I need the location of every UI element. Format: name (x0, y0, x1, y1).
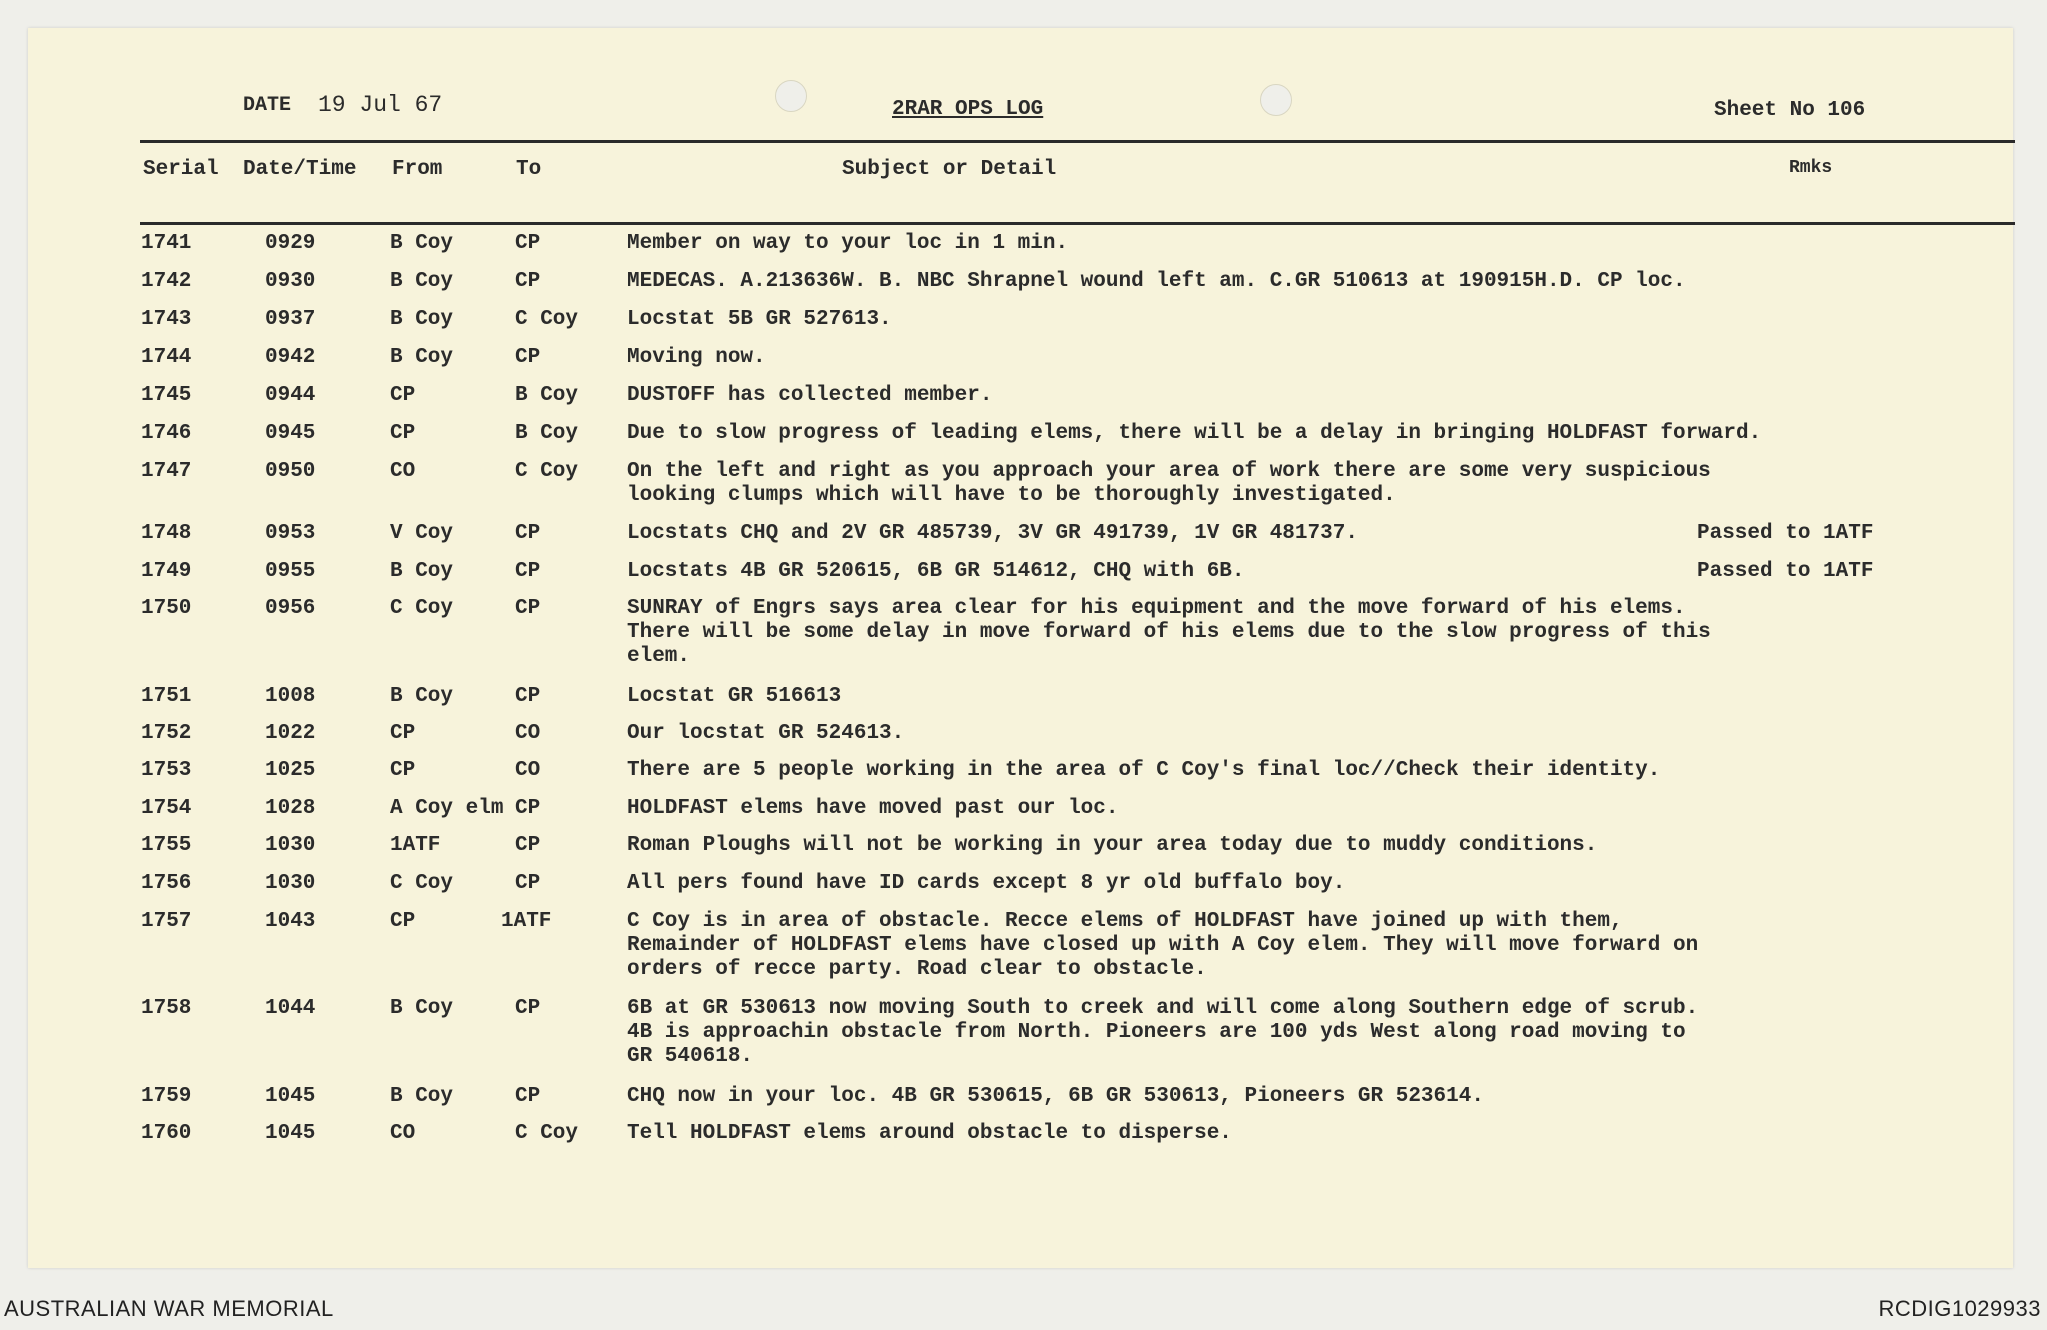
time-cell: 1025 (265, 759, 316, 782)
subject-cell: Locstats 4B GR 520615, 6B GR 514612, CHQ with 6B. (627, 560, 1245, 583)
sheet-number: Sheet No 106 (1714, 99, 1866, 122)
from-cell: 1ATF (390, 834, 441, 857)
serial-cell: 1747 (141, 460, 192, 483)
subject-cell: CHQ now in your loc. 4B GR 530615, 6B GR 530613, Pioneers GR 523614. (627, 1085, 1484, 1108)
to-cell: CP (515, 522, 541, 545)
subject-cell: Due to slow progress of leading elems, there will be a delay in bringing HOLDFAST forward. (627, 422, 1762, 445)
col-from: From (392, 158, 443, 181)
from-cell: CO (390, 1122, 416, 1145)
to-cell: B Coy (515, 422, 579, 445)
subject-cell: Roman Ploughs will not be working in your area today due to muddy conditions. (627, 834, 1598, 857)
serial-cell: 1742 (141, 270, 192, 293)
serial-cell: 1759 (141, 1085, 192, 1108)
serial-cell: 1756 (141, 872, 192, 895)
subject-cell: All pers found have ID cards except 8 yr old buffalo boy. (627, 872, 1346, 895)
time-cell: 1028 (265, 797, 316, 820)
subject-cell: On the left and right as you approach your area of work there are some very suspicious looking clumps which will have to be thoroughly investigated. (627, 460, 1711, 507)
from-cell: CP (390, 910, 416, 933)
to-cell: CP (515, 1085, 541, 1108)
to-cell: CP (515, 872, 541, 895)
serial-cell: 1741 (141, 232, 192, 255)
to-cell: CP (515, 560, 541, 583)
to-cell: CP (515, 597, 541, 620)
from-cell: V Coy (390, 522, 454, 545)
to-cell: CP (515, 232, 541, 255)
serial-cell: 1751 (141, 685, 192, 708)
subject-cell: HOLDFAST elems have moved past our loc. (627, 797, 1119, 820)
subject-cell: Locstats CHQ and 2V GR 485739, 3V GR 491739, 1V GR 481737. (627, 522, 1358, 545)
serial-cell: 1752 (141, 722, 192, 745)
punch-hole-right (1260, 84, 1292, 116)
from-cell: C Coy (390, 872, 454, 895)
time-cell: 1044 (265, 997, 316, 1020)
col-remarks: Rmks (1789, 158, 1833, 178)
date-label: DATE (243, 94, 292, 117)
subject-cell: DUSTOFF has collected member. (627, 384, 993, 407)
to-cell: CP (515, 797, 541, 820)
time-cell: 0953 (265, 522, 316, 545)
serial-cell: 1754 (141, 797, 192, 820)
serial-cell: 1743 (141, 308, 192, 331)
subject-cell: There are 5 people working in the area of C Coy's final loc//Check their identity. (627, 759, 1661, 782)
to-cell: CO (515, 722, 541, 745)
archive-name: AUSTRALIAN WAR MEMORIAL (4, 1296, 334, 1321)
document-title: 2RAR OPS LOG (892, 98, 1044, 121)
serial-cell: 1753 (141, 759, 192, 782)
to-cell: C Coy (515, 460, 579, 483)
to-cell: CP (515, 834, 541, 857)
serial-cell: 1744 (141, 346, 192, 369)
serial-cell: 1750 (141, 597, 192, 620)
to-cell: CO (515, 759, 541, 782)
to-cell: CP (515, 270, 541, 293)
date-value: 19 Jul 67 (318, 92, 443, 118)
time-cell: 0944 (265, 384, 316, 407)
from-cell: B Coy (390, 560, 454, 583)
from-cell: CO (390, 460, 416, 483)
from-cell: A Coy elm (390, 797, 504, 820)
from-cell: B Coy (390, 232, 454, 255)
col-to: To (516, 158, 542, 181)
subject-cell: MEDECAS. A.213636W. B. NBC Shrapnel wound left am. C.GR 510613 at 190915H.D. CP loc. (627, 270, 1686, 293)
time-cell: 1022 (265, 722, 316, 745)
punch-hole-left (775, 80, 807, 112)
to-cell: 1ATF (501, 910, 552, 933)
to-cell: CP (515, 685, 541, 708)
time-cell: 1045 (265, 1122, 316, 1145)
header-rule-top (140, 140, 2015, 143)
from-cell: B Coy (390, 997, 454, 1020)
time-cell: 1030 (265, 834, 316, 857)
subject-cell: SUNRAY of Engrs says area clear for his equipment and the move forward of his elems. There will be some delay in move forward of his elems due to the slow progress of this elem. (627, 597, 1711, 668)
to-cell: C Coy (515, 1122, 579, 1145)
subject-cell: Locstat GR 516613 (627, 685, 842, 708)
time-cell: 0945 (265, 422, 316, 445)
serial-cell: 1746 (141, 422, 192, 445)
serial-cell: 1748 (141, 522, 192, 545)
remarks-cell: Passed to 1ATF (1697, 560, 1874, 583)
time-cell: 0930 (265, 270, 316, 293)
archive-reference: RCDIG1029933 (1878, 1296, 2041, 1321)
time-cell: 0942 (265, 346, 316, 369)
subject-cell: Tell HOLDFAST elems around obstacle to disperse. (627, 1122, 1232, 1145)
from-cell: CP (390, 422, 416, 445)
col-serial: Serial (143, 158, 219, 181)
from-cell: B Coy (390, 270, 454, 293)
remarks-cell: Passed to 1ATF (1697, 522, 1874, 545)
col-subject: Subject or Detail (842, 158, 1057, 181)
from-cell: B Coy (390, 1085, 454, 1108)
to-cell: CP (515, 997, 541, 1020)
time-cell: 1045 (265, 1085, 316, 1108)
header-rule-bottom (140, 222, 2015, 225)
time-cell: 0955 (265, 560, 316, 583)
serial-cell: 1755 (141, 834, 192, 857)
serial-cell: 1758 (141, 997, 192, 1020)
from-cell: B Coy (390, 685, 454, 708)
subject-cell: Moving now. (627, 346, 766, 369)
time-cell: 0929 (265, 232, 316, 255)
serial-cell: 1760 (141, 1122, 192, 1145)
from-cell: CP (390, 384, 416, 407)
col-datetime: Date/Time (243, 158, 357, 181)
from-cell: B Coy (390, 346, 454, 369)
from-cell: B Coy (390, 308, 454, 331)
subject-cell: Member on way to your loc in 1 min. (627, 232, 1069, 255)
to-cell: CP (515, 346, 541, 369)
to-cell: B Coy (515, 384, 579, 407)
time-cell: 1043 (265, 910, 316, 933)
subject-cell: 6B at GR 530613 now moving South to creek and will come along Southern edge of scrub. 4B is approachin obstacle from North. Pioneers are 100 yds West along road moving to GR 540618. (627, 997, 1699, 1068)
time-cell: 0950 (265, 460, 316, 483)
serial-cell: 1749 (141, 560, 192, 583)
time-cell: 1008 (265, 685, 316, 708)
time-cell: 1030 (265, 872, 316, 895)
subject-cell: C Coy is in area of obstacle. Recce elems of HOLDFAST have joined up with them, Remainder of HOLDFAST elems have closed up with A Coy elem. They will move forward on orders of recce party. Road clear to obstacle. (627, 910, 1699, 981)
serial-cell: 1757 (141, 910, 192, 933)
subject-cell: Our locstat GR 524613. (627, 722, 905, 745)
to-cell: C Coy (515, 308, 579, 331)
from-cell: C Coy (390, 597, 454, 620)
serial-cell: 1745 (141, 384, 192, 407)
subject-cell: Locstat 5B GR 527613. (627, 308, 892, 331)
from-cell: CP (390, 722, 416, 745)
time-cell: 0937 (265, 308, 316, 331)
time-cell: 0956 (265, 597, 316, 620)
from-cell: CP (390, 759, 416, 782)
